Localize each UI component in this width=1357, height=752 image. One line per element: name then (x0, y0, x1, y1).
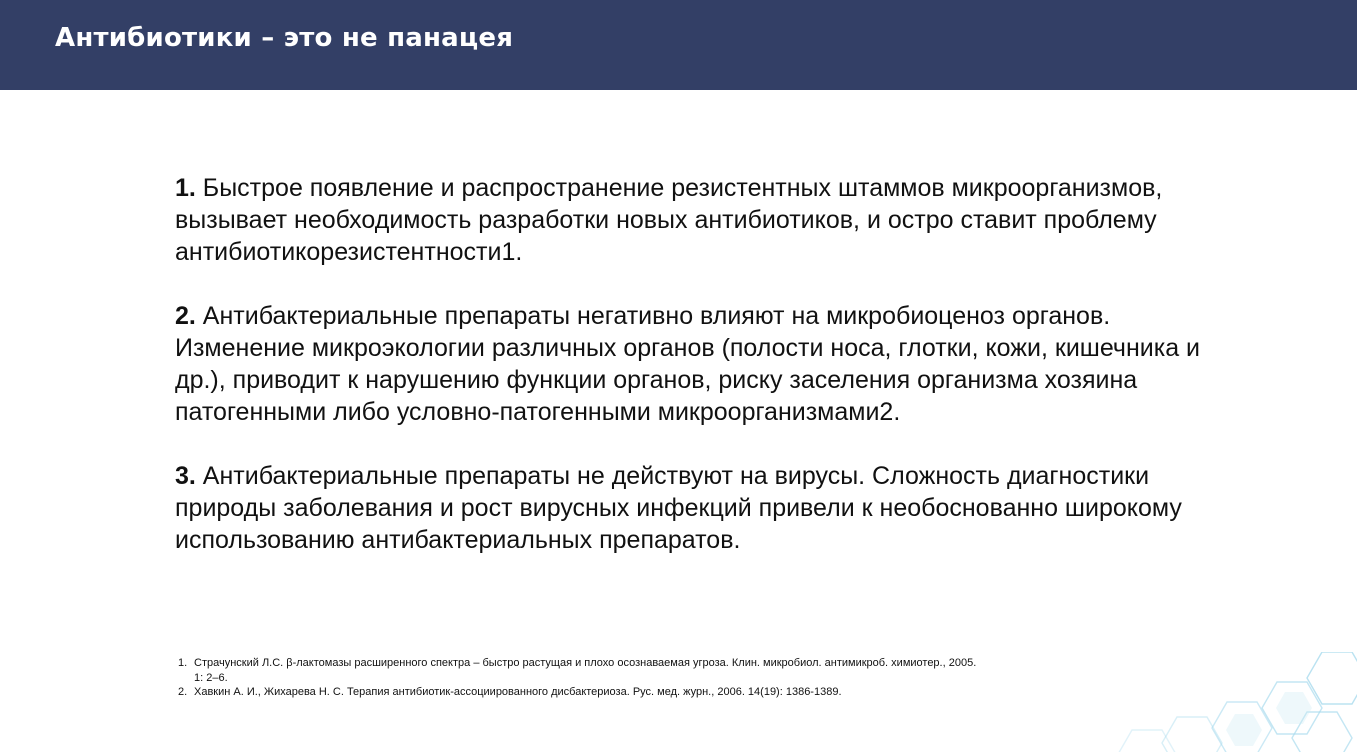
point-2 (175, 300, 1215, 428)
footnote-number: 1. (178, 657, 188, 669)
point-text: Антибактериальные препараты негативно влияют на микробиоценоз органов. Изменение микроэкологии различных органов (полости носа, глотки, кожи, кишечника и др.), приводит к нарушению функции органов, риску заселения организма хозяина патогенными либо условно-патогенными микроорганизмами2. (175, 302, 1201, 426)
footnotes (178, 656, 978, 700)
slide-body (175, 172, 1215, 588)
slide-title: Антибиотики – это не панацея (55, 23, 514, 53)
footnote-1 (178, 656, 978, 685)
footnote-2 (178, 685, 978, 700)
footnote-number: 2. (178, 686, 188, 698)
point-number: 1. (175, 174, 196, 202)
point-text: Антибактериальные препараты не действуют на вирусы. Сложность диагностики природы заболевания и рост вирусных инфекций привели к необоснованно широкому использованию антибактериальных препаратов. (175, 462, 1182, 554)
point-1 (175, 172, 1215, 268)
point-3 (175, 460, 1215, 556)
point-number: 3. (175, 462, 196, 490)
slide-header (0, 0, 1357, 90)
point-text: Быстрое появление и распространение резистентных штаммов микроорганизмов, вызывает необходимость разработки новых антибиотиков, и остро ставит проблему антибиотикорезистентности1. (175, 174, 1163, 266)
footnote-text: Хавкин А. И., Жихарева Н. С. Терапия антибиотик-ассоциированного дисбактериоза. Рус. мед. журн., 2006. 14(19): 1386-1389. (194, 686, 842, 698)
footnote-text: Страчунский Л.С. β-лактомазы расширенного спектра – быстро растущая и плохо осознаваемая угроза. Клин. микробиол. антимикроб. химиотер., 2005. 1: 2–6. (194, 657, 977, 684)
hexagon-pattern-icon (1057, 652, 1357, 752)
point-number: 2. (175, 302, 196, 330)
